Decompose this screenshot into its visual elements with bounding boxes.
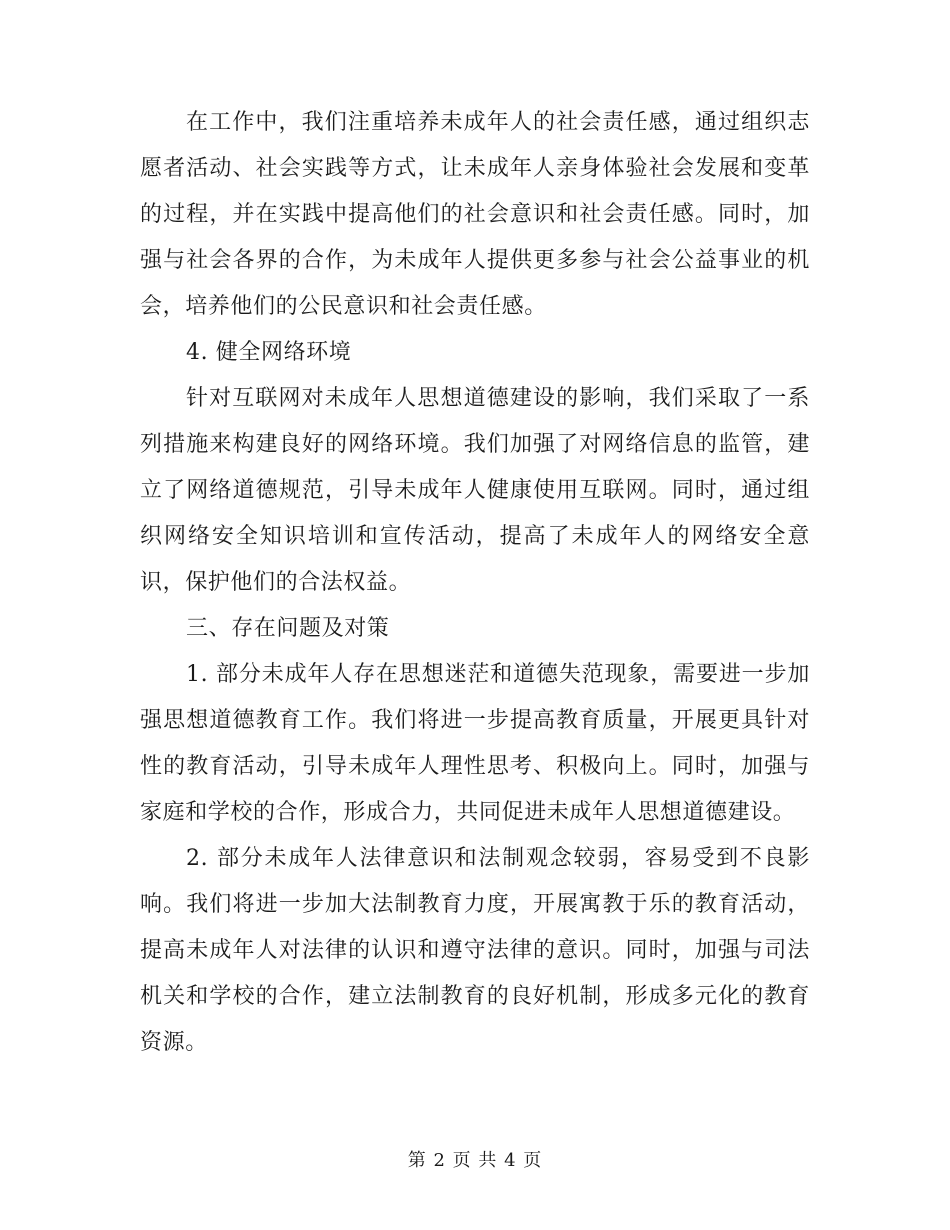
paragraph-social-responsibility: 在工作中，我们注重培养未成年人的社会责任感，通过组织志愿者活动、社会实践等方式，让未成年人亲身体验社会发展和变革的过程，并在实践中提高他们的社会意识和社会责任感。同时，加强与社会各界的合作，为未成年人提供更多参与社会公益事业的机会，培养他们的公民意识和社会责任感。 (140, 110, 810, 319)
section-heading-network-environment: 4. 健全网络环境 (186, 340, 352, 365)
page-number-footer: 第 2 页 共 4 页 (407, 1150, 543, 1171)
paragraph-problem-2: 2. 部分未成年人法律意识和法制观念较弱，容易受到不良影响。我们将进一步加大法制教育力度，开展寓教于乐的教育活动，提高未成年人对法律的认识和遵守法律的意识。同时，加强与司法机关和学校的合作，建立法制教育的良好机制，形成多元化的教育资源。 (140, 846, 810, 1055)
document-body (140, 100, 810, 1066)
paragraph-problem-1: 1. 部分未成年人存在思想迷茫和道德失范现象，需要进一步加强思想道德教育工作。我们将进一步提高教育质量，开展更具针对性的教育活动，引导未成年人理性思考、积极向上。同时，加强与家庭和学校的合作，形成合力，共同促进未成年人思想道德建设。 (140, 662, 810, 825)
paragraph-network-environment: 针对互联网对未成年人思想道德建设的影响，我们采取了一系列措施来构建良好的网络环境。我们加强了对网络信息的监管，建立了网络道德规范，引导未成年人健康使用互联网。同时，通过组织网络安全知识培训和宣传活动，提高了未成年人的网络安全意识，保护他们的合法权益。 (140, 386, 810, 595)
section-heading-problems-countermeasures: 三、存在问题及对策 (186, 616, 390, 641)
